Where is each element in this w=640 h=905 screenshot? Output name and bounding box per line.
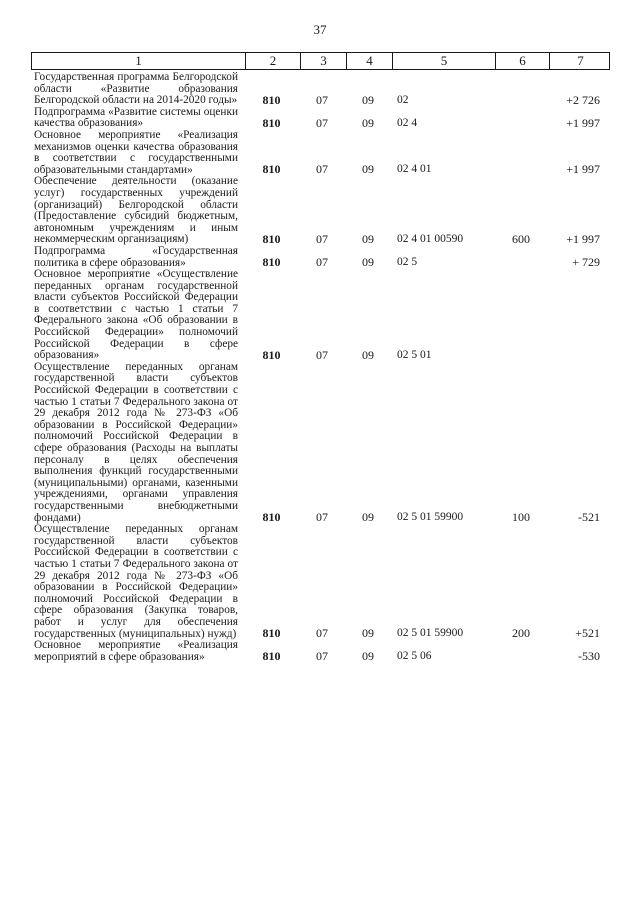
row-section: 07 (316, 649, 328, 664)
row-section: 07 (316, 510, 328, 525)
row-amount: -521 (578, 510, 600, 525)
row-expense-type: 100 (512, 510, 530, 525)
page-number: 37 (313, 22, 327, 37)
row-section: 07 (316, 92, 328, 107)
row-grbs-code: 810 (262, 92, 281, 107)
header-col-3: 3 (300, 53, 346, 69)
row-grbs-code: 810 (262, 255, 281, 270)
header-col-4: 4 (346, 53, 392, 69)
row-target-article: 02 5 06 (397, 650, 432, 663)
row-amount: +1 997 (566, 231, 600, 246)
row-target-article: 02 4 01 00590 (397, 232, 464, 245)
header-col-1: 1 (135, 53, 142, 68)
row-target-article: 02 4 01 (397, 163, 432, 176)
row-grbs-code: 810 (262, 231, 281, 246)
row-description: Основное мероприятие «Осуществление переданных органам государственной власти субъектов Российской Федерации в соответствии с частью 1 статьи 7 Федерального закона «Об образовании в Российской Федерации» полномочий Российской Федерации в сфере образования» (34, 268, 238, 362)
row-description: Осуществление переданных органам государственной власти субъектов Российской Федерации в соответствии с частью 1 статьи 7 Федерального закона от 29 декабря 2012 года № 273-ФЗ «Об образовании в Российской Федерации» полномочий Российской Федерации в сфере образования (Закупка товаров, работ и услуг для обеспечения государственных (муниципальных) нужд) (34, 523, 238, 640)
row-subsection: 09 (362, 347, 374, 362)
row-grbs-code: 810 (262, 649, 281, 664)
row-target-article: 02 5 (397, 256, 418, 269)
header-col-2: 2 (245, 53, 300, 69)
row-target-article: 02 5 01 59900 (397, 511, 464, 524)
row-subsection: 09 (362, 115, 374, 130)
row-subsection: 09 (362, 162, 374, 177)
table-row (31, 130, 610, 176)
table-row (31, 246, 610, 269)
table-row (31, 107, 610, 130)
row-section: 07 (316, 115, 328, 130)
row-target-article: 02 4 (397, 116, 418, 129)
row-subsection: 09 (362, 626, 374, 641)
table-row (31, 176, 610, 246)
row-grbs-code: 810 (262, 162, 281, 177)
table-row (31, 269, 610, 362)
header-col-7: 7 (549, 53, 611, 69)
row-subsection: 09 (362, 231, 374, 246)
row-amount: +1 997 (566, 162, 600, 177)
row-description: Основное мероприятие «Реализация механизмов оценки качества образования в соответствии с государственными образовательными стандартами» (34, 128, 238, 176)
row-description: Обеспечение деятельности (оказание услуг) государственных учреждений (организаций) Белгородской области (Предоставление субсидий бюджетным, автономным учреждениям и иным некоммерческим организациям) (34, 175, 238, 246)
table-row (31, 72, 610, 107)
row-description: Основное мероприятие «Реализация мероприятий в сфере образования» (34, 639, 238, 663)
row-section: 07 (316, 255, 328, 270)
row-description: Подпрограмма «Государственная политика в сфере образования» (34, 244, 238, 269)
row-description: Подпрограмма «Развитие системы оценки качества образования» (34, 105, 238, 130)
row-expense-type: 200 (512, 626, 530, 641)
row-target-article: 02 5 01 59900 (397, 627, 464, 640)
row-target-article: 02 5 01 (397, 348, 432, 361)
row-section: 07 (316, 347, 328, 362)
table-row (31, 362, 610, 524)
header-col-6: 6 (495, 53, 549, 69)
row-subsection: 09 (362, 255, 374, 270)
row-grbs-code: 810 (262, 510, 281, 525)
row-amount: -530 (578, 649, 600, 664)
row-subsection: 09 (362, 510, 374, 525)
row-amount: +2 726 (566, 92, 600, 107)
header-col-5: 5 (392, 53, 495, 69)
row-amount: + 729 (572, 255, 600, 270)
row-subsection: 09 (362, 92, 374, 107)
row-target-article: 02 (397, 93, 409, 106)
row-grbs-code: 810 (262, 626, 281, 641)
row-amount: +521 (575, 626, 600, 641)
row-amount: +1 997 (566, 115, 600, 130)
row-section: 07 (316, 162, 328, 177)
table-header (31, 52, 610, 70)
table-body (31, 72, 610, 663)
row-section: 07 (316, 626, 328, 641)
row-subsection: 09 (362, 649, 374, 664)
table-row (31, 640, 610, 663)
row-section: 07 (316, 231, 328, 246)
row-grbs-code: 810 (262, 115, 281, 130)
row-grbs-code: 810 (262, 347, 281, 362)
row-expense-type: 600 (512, 231, 530, 246)
table-row (31, 524, 610, 640)
row-description: Осуществление переданных органам государственной власти субъектов Российской Федерации в соответствии с частью 1 статьи 7 Федерального закона от 29 декабря 2012 года № 273-ФЗ «Об образовании в Российской Федерации» полномочий Российской Федерации в сфере образования (Расходы на выплаты персоналу в целях обеспечения выполнения функций государственными (муниципальными) органами, казенными учреждениями, органами управления государственными внебюджетными фондами) (34, 360, 238, 524)
row-description: Государственная программа Белгородской области «Развитие образования Белгородской области на 2014-2020 годы» (34, 71, 238, 107)
